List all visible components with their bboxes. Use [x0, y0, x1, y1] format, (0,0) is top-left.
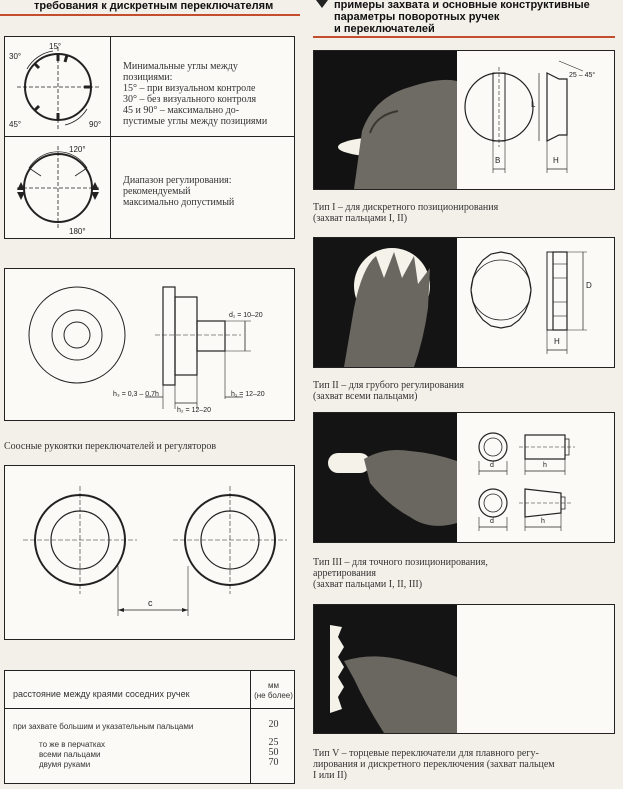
angles-divider — [5, 136, 295, 137]
dim-d1: d₁ = 10–20 — [229, 312, 263, 319]
table-row-label: то же в перчатках — [39, 740, 106, 749]
left-title-rule — [0, 14, 300, 16]
table-header-unit: мм (не более) — [254, 681, 293, 700]
table-row-value: 50 — [268, 747, 279, 758]
angle-label-45: 45° — [9, 120, 22, 129]
knob-spacing-box — [4, 465, 295, 640]
type3-dim-d-bottom: d — [490, 518, 494, 525]
hand-grip-icon — [314, 413, 457, 542]
table-row-label: всеми пальцами — [39, 750, 101, 759]
hand-grip-icon — [314, 51, 457, 189]
table-row-value: 20 — [268, 719, 279, 730]
angles-description: Минимальные углы между позициями: 15° – при визуальном контроле 30° – без визуального контроля 45 и 90° – максимально до- пустимые углы между позициями — [123, 61, 268, 127]
type1-dim-B: B — [495, 156, 501, 165]
table-row-label: двумя руками — [39, 760, 91, 769]
range-label-180: 180° — [69, 227, 86, 236]
type3-photo — [314, 413, 457, 542]
table-row-value: 25 — [268, 737, 279, 748]
type2-panel — [313, 237, 615, 368]
type3-drawing — [459, 413, 615, 542]
type3-caption: Тип III – для точного позиционирования, арретирования (захват пальцами I, II, III) — [313, 557, 488, 590]
dim-h3: h₃ = 0,3 – 0,7h — [113, 391, 159, 398]
type1-dim-H: H — [553, 156, 559, 165]
table-header-rule — [5, 708, 295, 709]
spacing-label-c: c — [148, 598, 153, 608]
coaxial-caption: Соосные рукоятки переключателей и регуляторов — [4, 441, 217, 452]
type1-panel — [313, 50, 615, 190]
type3-dim-h-top: h — [543, 462, 547, 469]
angle-label-15: 15° — [49, 42, 62, 51]
angle-label-30: 30° — [9, 52, 22, 61]
right-title-rule — [313, 36, 615, 38]
type5-panel — [313, 604, 615, 734]
type1-photo — [314, 51, 457, 189]
hand-grip-icon — [314, 238, 457, 367]
table-header-label: расстояние между краями соседних ручек — [13, 689, 190, 699]
angle-positions-drawing — [7, 39, 109, 135]
type2-caption: Тип II – для грубого регулирования (захват всеми пальцами) — [313, 380, 464, 402]
type1-dim-L: L — [531, 100, 536, 109]
type1-caption: Тип I – для дискретного позиционирования (захват пальцами I, II) — [313, 202, 499, 224]
dim-h1: h₁ = 12–20 — [231, 391, 265, 398]
type3-dim-d-top: d — [490, 462, 494, 469]
range-drawing — [7, 138, 109, 236]
type2-dim-D: D — [586, 281, 592, 290]
right-section-marker — [316, 0, 328, 9]
type3-dim-h-bottom: h — [541, 518, 545, 525]
right-section-title: примеры захвата и основные конструктивные параметры поворотных ручек и переключателей — [334, 0, 590, 35]
type3-panel — [313, 412, 615, 543]
type5-caption: Тип V – торцевые переключатели для плавного регу- лирования и дискретного переключения (захват пальцем I или II) — [313, 748, 555, 781]
table-row-label: при захвате большим и указательным пальцами — [13, 722, 194, 731]
table-column-rule — [250, 671, 251, 784]
spacing-table — [4, 670, 295, 784]
coaxial-knobs-drawing — [5, 269, 295, 421]
type1-dim-angle: 25 – 45° — [569, 72, 596, 79]
type2-drawing — [459, 238, 615, 367]
type2-dim-H: H — [554, 337, 560, 346]
range-label-120: 120° — [69, 145, 86, 154]
knob-spacing-drawing — [5, 466, 295, 640]
type2-photo — [314, 238, 457, 367]
left-section-title: требования к дискретным переключателям — [34, 0, 274, 12]
coaxial-knobs-box — [4, 268, 295, 421]
angles-column-divider — [110, 37, 111, 238]
dim-h2: h₂ = 12–20 — [177, 407, 212, 414]
hand-grip-icon — [314, 605, 457, 733]
range-description: Диапазон регулирования: рекомендуемый максимально допустимый — [123, 175, 235, 208]
type1-drawing — [459, 51, 615, 189]
angles-diagram-box — [4, 36, 295, 239]
type5-photo — [314, 605, 457, 733]
table-row-value: 70 — [268, 757, 279, 768]
angle-label-90: 90° — [89, 120, 102, 129]
